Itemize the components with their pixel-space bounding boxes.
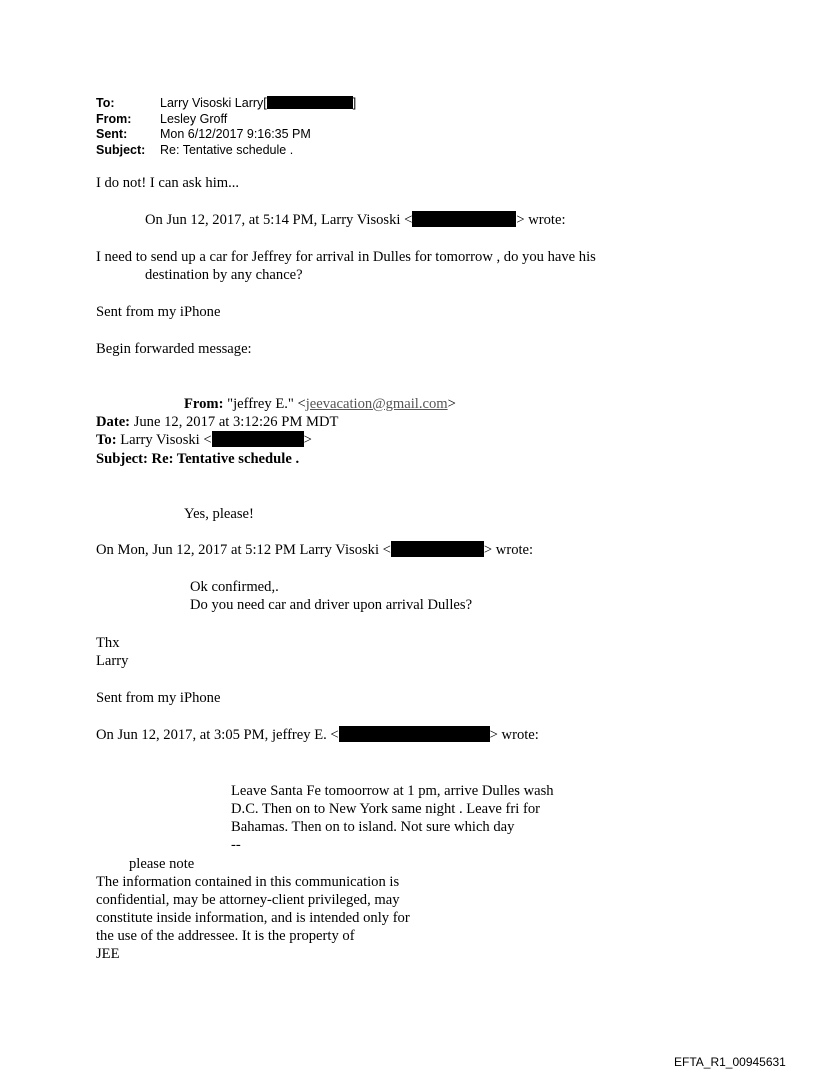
header-subject-value: Re: Tentative schedule . [160, 142, 294, 157]
header-from-label: From: [96, 111, 132, 126]
signature-line: Sent from my iPhone [96, 304, 221, 320]
disclaimer-line: JEE [96, 946, 120, 962]
disclaimer-line: the use of the addressee. It is the property of [96, 928, 355, 944]
fwd-from-row [184, 395, 456, 413]
message-line: Yes, please! [184, 506, 254, 522]
fwd-subject-row [96, 450, 299, 468]
header-to-value: Larry Visoski Larry[ [160, 96, 267, 110]
quote-header-2 [96, 541, 533, 559]
message-line: Ok confirmed,. [190, 579, 279, 595]
disclaimer-line: The information contained in this communication is [96, 874, 400, 890]
quote-header-3-suffix: > wrote: [489, 727, 539, 743]
message-line: Do you need car and driver upon arrival Dulles? [190, 597, 473, 613]
email-link[interactable]: jeevacation@gmail.com [305, 396, 448, 412]
email-header [96, 96, 356, 158]
header-to-close: ] [352, 96, 357, 110]
header-to-row [96, 96, 356, 112]
fwd-to-label: To: [96, 432, 117, 448]
fwd-date-row [96, 413, 338, 431]
quote-header-3 [96, 726, 539, 744]
quote-header-3-text: On Jun 12, 2017, at 3:05 PM, jeffrey E. < [96, 727, 339, 743]
fwd-to-close: > [303, 432, 312, 448]
disclaimer-line: constitute inside information, and is intended only for [96, 910, 410, 926]
header-from-row [96, 112, 356, 128]
quote-header-2-text: On Mon, Jun 12, 2017 at 5:12 PM Larry Visoski < [96, 542, 391, 558]
disclaimer-heading: please note [129, 856, 195, 872]
quote-header-1-text: On Jun 12, 2017, at 5:14 PM, Larry Visoski < [145, 212, 413, 228]
fwd-from-label: From: [184, 396, 224, 412]
fwd-date-value: June 12, 2017 at 3:12:26 PM MDT [133, 414, 339, 430]
message-line: destination by any chance? [145, 267, 303, 283]
message-line: Thx [96, 635, 120, 651]
header-subject-label: Subject: [96, 142, 146, 157]
reply-text: I do not! I can ask him... [96, 175, 240, 191]
message-line: Leave Santa Fe tomoorrow at 1 pm, arrive Dulles wash [231, 783, 554, 799]
message-line: Bahamas. Then on to island. Not sure which day [231, 819, 515, 835]
header-sent-value: Mon 6/12/2017 9:16:35 PM [160, 127, 311, 141]
header-from-value: Lesley Groff [160, 111, 228, 126]
header-sent-row [96, 127, 356, 143]
signature-line: Sent from my iPhone [96, 690, 221, 706]
redaction-box [391, 541, 484, 557]
quote-header-1-suffix: > wrote: [516, 212, 566, 228]
fwd-subject-label: Subject: [96, 451, 148, 467]
redaction-box [339, 726, 490, 742]
document-id: EFTA_R1_00945631 [674, 1055, 786, 1069]
fwd-from-close: > [447, 396, 456, 412]
signature-separator: -- [231, 837, 241, 853]
header-subject-row [96, 143, 356, 159]
message-line: Larry [96, 653, 129, 669]
redaction-box [212, 431, 304, 447]
fwd-from-name: "jeffrey E." < [227, 396, 306, 412]
fwd-to-row [96, 431, 312, 449]
fwd-subject-value: Re: Tentative schedule . [151, 451, 300, 467]
disclaimer-line: confidential, may be attorney-client privileged, may [96, 892, 400, 908]
forward-notice: Begin forwarded message: [96, 341, 252, 357]
fwd-date-label: Date: [96, 414, 131, 430]
message-line: D.C. Then on to New York same night . Leave fri for [231, 801, 540, 817]
quote-header-1 [145, 211, 566, 229]
redaction-box [267, 96, 353, 109]
fwd-to-value: Larry Visoski < [120, 432, 212, 448]
message-line: I need to send up a car for Jeffrey for arrival in Dulles for tomorrow , do you have his [96, 249, 596, 265]
redaction-box [412, 211, 516, 227]
header-to-label: To: [96, 96, 115, 110]
header-sent-label: Sent: [96, 127, 128, 141]
quote-header-2-suffix: > wrote: [483, 542, 534, 558]
